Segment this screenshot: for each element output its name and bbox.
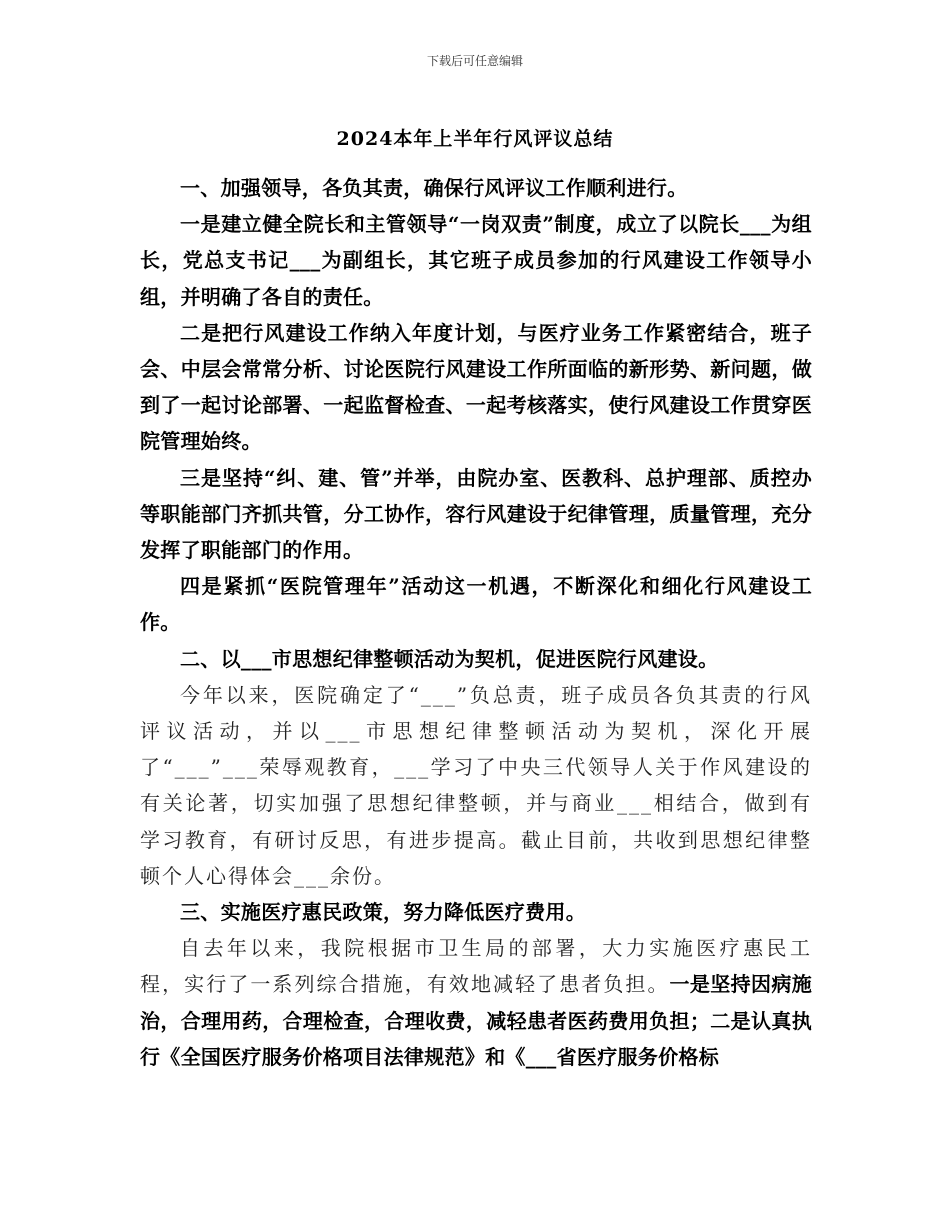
paragraph-point-2: 二是把行风建设工作纳入年度计划，与医疗业务工作紧密结合，班子会、中层会常常分析、讨论医院行风建设工作所面临的新形势、新问题，做到了一起讨论部署、一起监督检查、一起考核落实，使行风建设工作贯穿医院管理始终。 bbox=[140, 320, 812, 454]
section-heading-1: 一、加强领导，各负其责，确保行风评议工作顺利进行。 bbox=[180, 176, 688, 200]
paragraph-section-2: 今年以来，医院确定了“___”负总责，班子成员各负其责的行风评议活动，并以___市思想纪律整顿活动为契机，深化开展了“___”___荣辱观教育，___学习了中央三代领导人关于作风建设的有关论著，切实加强了思想纪律整顿，并与商业___相结合，做到有学习教育，有研讨反思，有进步提高。截止目前，共收到思想纪律整顿个人心得体会___余份。 bbox=[140, 682, 812, 888]
paragraph-point-3: 三是坚持“纠、建、管”并举，由院办室、医教科、总护理部、质控办等职能部门齐抓共管，分工协作，容行风建设于纪律管理，质量管理，充分发挥了职能部门的作用。 bbox=[140, 465, 812, 563]
section-heading-3: 三、实施医疗惠民政策，努力降低医疗费用。 bbox=[180, 900, 586, 925]
document-body bbox=[140, 170, 812, 1075]
paragraph-point-4: 四是紧抓“医院管理年”活动这一机遇，不断深化和细化行风建设工作。 bbox=[140, 574, 812, 635]
paragraph-section-3-bold: 一是坚持因病施治，合理用药，合理检查，合理收费，减轻患者医药费用负担；二是认真执行《全国医疗服务价格项目法律规范》和《___省医疗服务价格标 bbox=[140, 972, 812, 1069]
paragraph-section-3-normal: 自去年以来，我院根据市卫生局的部署，大力实施医疗惠民工程，实行了一系列综合措施，有效地减轻了患者负担。 bbox=[140, 936, 812, 997]
paragraph-section-3 bbox=[140, 930, 812, 1075]
document-title: 2024本年上半年行风评议总结 bbox=[336, 128, 614, 150]
section-heading-2: 二、以___市思想纪律整顿活动为契机，促进医院行风建设。 bbox=[180, 646, 719, 671]
paragraph-point-1: 一是建立健全院长和主管领导“一岗双责”制度，成立了以院长___为组长，党总支书记___为副组长，其它班子成员参加的行风建设工作领导小组，并明确了各自的责任。 bbox=[140, 212, 812, 309]
header-note: 下载后可任意编辑 bbox=[426, 54, 523, 68]
